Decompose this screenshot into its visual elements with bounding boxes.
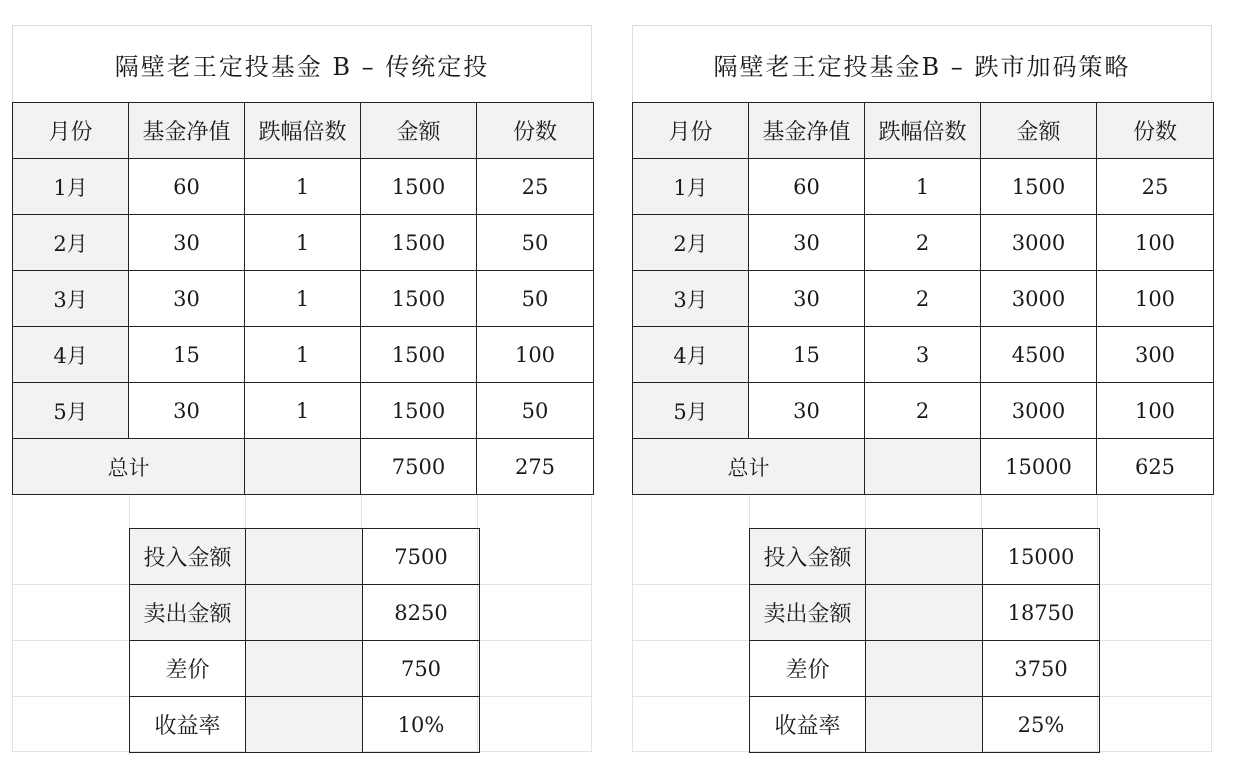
summary-row (130, 641, 480, 697)
table-row (13, 271, 594, 327)
total-row (633, 439, 1214, 495)
summary-blank-cell (246, 529, 363, 585)
summary-blank-cell (246, 585, 363, 641)
shares-cell: 50 (477, 215, 594, 271)
header-multiplier: 跌幅倍数 (245, 103, 361, 159)
month-cell: 1月 (13, 159, 129, 215)
difference-value: 750 (363, 641, 480, 697)
header-amount: 金额 (981, 103, 1097, 159)
invested-label: 投入金额 (750, 529, 866, 585)
sold-value: 8250 (363, 585, 480, 641)
shares-cell: 100 (1097, 215, 1214, 271)
multiplier-cell: 1 (245, 383, 361, 439)
multiplier-cell: 1 (865, 159, 981, 215)
nav-cell: 60 (749, 159, 865, 215)
invested-label: 投入金额 (130, 529, 246, 585)
summary-blank-cell (866, 529, 983, 585)
summary-section (632, 528, 1212, 752)
shares-cell: 25 (477, 159, 594, 215)
amount-cell: 1500 (361, 383, 477, 439)
spacer-row (12, 495, 592, 528)
return-rate-value: 10% (363, 697, 480, 753)
investment-table (12, 102, 594, 495)
summary-blank-cell (866, 585, 983, 641)
nav-cell: 30 (749, 271, 865, 327)
amount-cell: 1500 (361, 327, 477, 383)
multiplier-cell: 2 (865, 215, 981, 271)
amount-cell: 1500 (981, 159, 1097, 215)
header-month: 月份 (633, 103, 749, 159)
nav-cell: 30 (129, 271, 245, 327)
shares-cell: 50 (477, 271, 594, 327)
invested-value: 15000 (983, 529, 1100, 585)
header-row (13, 103, 594, 159)
shares-cell: 25 (1097, 159, 1214, 215)
return-rate-label: 收益率 (130, 697, 246, 753)
month-cell: 1月 (633, 159, 749, 215)
difference-label: 差价 (750, 641, 866, 697)
return-rate-value: 25% (983, 697, 1100, 753)
amount-cell: 3000 (981, 271, 1097, 327)
header-shares: 份数 (1097, 103, 1214, 159)
nav-cell: 60 (129, 159, 245, 215)
total-label: 总计 (13, 439, 245, 495)
shares-cell: 50 (477, 383, 594, 439)
total-label: 总计 (633, 439, 865, 495)
multiplier-cell: 1 (245, 327, 361, 383)
dip-buying-sheet (632, 25, 1214, 752)
table-row (13, 159, 594, 215)
month-cell: 3月 (633, 271, 749, 327)
table-row (13, 215, 594, 271)
month-cell: 2月 (633, 215, 749, 271)
month-cell: 3月 (13, 271, 129, 327)
summary-table (749, 528, 1100, 753)
return-rate-label: 收益率 (750, 697, 866, 753)
difference-value: 3750 (983, 641, 1100, 697)
summary-row (130, 697, 480, 753)
nav-cell: 30 (129, 383, 245, 439)
total-blank-cell (245, 439, 361, 495)
summary-blank-cell (246, 697, 363, 753)
summary-row (130, 529, 480, 585)
month-cell: 5月 (633, 383, 749, 439)
nav-cell: 15 (749, 327, 865, 383)
summary-row (750, 529, 1100, 585)
summary-section (12, 528, 592, 752)
table-row (13, 327, 594, 383)
summary-row (750, 641, 1100, 697)
shares-cell: 100 (1097, 383, 1214, 439)
total-blank-cell (865, 439, 981, 495)
total-shares: 625 (1097, 439, 1214, 495)
multiplier-cell: 1 (245, 159, 361, 215)
amount-cell: 4500 (981, 327, 1097, 383)
nav-cell: 30 (749, 215, 865, 271)
sheet-title: 隔壁老王定投基金B – 跌市加码策略 (632, 25, 1212, 102)
multiplier-cell: 2 (865, 271, 981, 327)
spacer-row (632, 495, 1212, 528)
multiplier-cell: 1 (245, 215, 361, 271)
header-amount: 金额 (361, 103, 477, 159)
amount-cell: 1500 (361, 159, 477, 215)
table-row (633, 271, 1214, 327)
traditional-dca-sheet (12, 25, 594, 752)
header-nav: 基金净值 (129, 103, 245, 159)
amount-cell: 1500 (361, 215, 477, 271)
multiplier-cell: 2 (865, 383, 981, 439)
shares-cell: 100 (477, 327, 594, 383)
table-row (13, 383, 594, 439)
month-cell: 5月 (13, 383, 129, 439)
multiplier-cell: 3 (865, 327, 981, 383)
invested-value: 7500 (363, 529, 480, 585)
amount-cell: 3000 (981, 215, 1097, 271)
summary-blank-cell (866, 697, 983, 753)
nav-cell: 15 (129, 327, 245, 383)
header-shares: 份数 (477, 103, 594, 159)
summary-row (130, 585, 480, 641)
sold-value: 18750 (983, 585, 1100, 641)
table-row (633, 159, 1214, 215)
total-amount: 15000 (981, 439, 1097, 495)
header-multiplier: 跌幅倍数 (865, 103, 981, 159)
shares-cell: 300 (1097, 327, 1214, 383)
table-row (633, 215, 1214, 271)
table-row (633, 383, 1214, 439)
month-cell: 2月 (13, 215, 129, 271)
shares-cell: 100 (1097, 271, 1214, 327)
summary-blank-cell (866, 641, 983, 697)
nav-cell: 30 (749, 383, 865, 439)
summary-blank-cell (246, 641, 363, 697)
month-cell: 4月 (633, 327, 749, 383)
sheet-title: 隔壁老王定投基金 B – 传统定投 (12, 25, 592, 102)
nav-cell: 30 (129, 215, 245, 271)
total-row (13, 439, 594, 495)
amount-cell: 1500 (361, 271, 477, 327)
difference-label: 差价 (130, 641, 246, 697)
total-shares: 275 (477, 439, 594, 495)
header-row (633, 103, 1214, 159)
sold-label: 卖出金额 (750, 585, 866, 641)
multiplier-cell: 1 (245, 271, 361, 327)
month-cell: 4月 (13, 327, 129, 383)
sold-label: 卖出金额 (130, 585, 246, 641)
header-month: 月份 (13, 103, 129, 159)
amount-cell: 3000 (981, 383, 1097, 439)
investment-table (632, 102, 1214, 495)
summary-row (750, 585, 1100, 641)
summary-table (129, 528, 480, 753)
total-amount: 7500 (361, 439, 477, 495)
summary-row (750, 697, 1100, 753)
table-row (633, 327, 1214, 383)
header-nav: 基金净值 (749, 103, 865, 159)
